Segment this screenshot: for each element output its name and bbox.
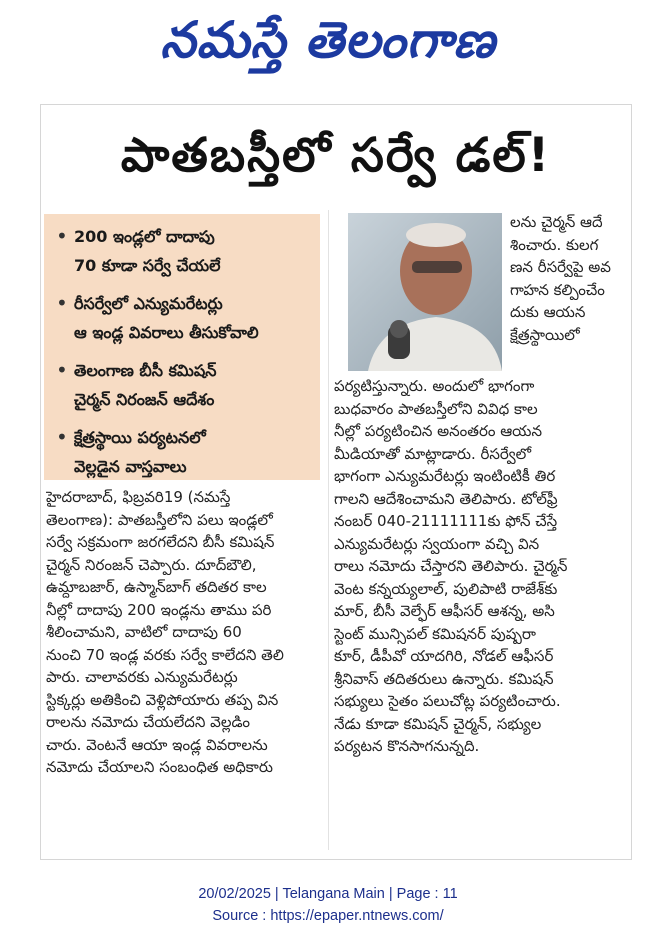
article-text-line: స్టెంట్ మున్సిపల్ కమిషనర్ పుష్పరా bbox=[334, 624, 536, 643]
article-text-line: నంబర్ 040-21111111కు ఫోన్ చేస్తే bbox=[334, 512, 558, 530]
highlight-line: ఆ ఇండ్ల వివరాలు తీసుకోవాలి bbox=[74, 323, 259, 342]
footer-source-link[interactable]: Source : https://epaper.ntnews.com/ bbox=[212, 908, 444, 924]
article-text-line: శించారు. కులగ bbox=[510, 235, 599, 254]
article-text-line: మార్, బీసీ వెల్ఫేర్ ఆఫీసర్ ఆశన్న, అసి bbox=[334, 602, 555, 620]
highlight-text bbox=[74, 289, 259, 347]
highlights-box bbox=[44, 214, 320, 480]
article-text-line: నీల్లో దాదాపు 200 ఇండ్లను తాము పరి bbox=[46, 600, 272, 619]
highlight-text bbox=[74, 222, 220, 280]
article-text-line: మీడియాతో మాట్లాడారు. రీసర్వేలో bbox=[334, 444, 532, 463]
article-text-line: హైదరాబాద్, ఫిబ్రవరి19 (నమస్తే bbox=[46, 488, 231, 506]
highlight-line: చైర్మన్ నిరంజన్ ఆదేశం bbox=[74, 390, 215, 409]
article-text-line: పారు. చాలావరకు ఎన్యుమరేటర్లు bbox=[46, 668, 238, 686]
highlight-line: క్షేత్రస్థాయి పర్యటనలో bbox=[74, 428, 206, 447]
bullet-icon: • bbox=[56, 224, 68, 248]
article-text-line: స్టిక్కర్లు అతికించి వెళ్లిపోయారు తప్ప విన bbox=[46, 690, 279, 709]
article-column-right-bottom bbox=[334, 375, 630, 758]
highlight-line: 200 ఇండ్లలో దాదాపు bbox=[74, 227, 215, 246]
bullet-icon: • bbox=[56, 291, 68, 315]
highlight-text bbox=[74, 356, 217, 414]
article-text-line: శీలించామని, వాటిలో దాదాపు 60 bbox=[46, 623, 242, 641]
article-text-line: రాలను నమోదు చేయలేదని వెల్లడిం bbox=[46, 713, 250, 731]
article-text-line: నుంచి 70 ఇండ్ల వరకు సర్వే కాలేదని తెలి bbox=[46, 645, 284, 664]
article-text-line: తెలంగాణ): పాతబస్తీలోని పలు ఇండ్లలో bbox=[46, 510, 273, 529]
highlight-line: వెల్లడైన వాస్తవాలు bbox=[74, 457, 187, 476]
article-text-line: ఎన్యుమరేటర్లు స్వయంగా వచ్చి విన bbox=[334, 534, 540, 553]
highlight-item bbox=[56, 289, 314, 347]
article-text-line: సర్వే సక్రమంగా జరగలేదని బీసీ కమిషన్ bbox=[46, 533, 275, 551]
article-text-line: కూర్, డీపీవో యాదగిరి, నోడల్ ఆఫీసర్ bbox=[334, 647, 554, 665]
article-column-left bbox=[46, 486, 320, 779]
bullet-icon: • bbox=[56, 425, 68, 449]
article-text-line: బుధవారం పాతబస్తీలోని వివిధ కాల bbox=[334, 399, 538, 418]
article-text-line: నేడు కూడా కమిషన్ చైర్మన్, సభ్యుల bbox=[334, 714, 542, 733]
highlight-item bbox=[56, 356, 314, 414]
article-text-line: శ్రీనివాస్ తదితరులు ఉన్నారు. కమిషన్ bbox=[334, 669, 554, 688]
page-footer bbox=[0, 883, 656, 927]
column-divider bbox=[328, 210, 329, 850]
article-text-line: రాలు నమోదు చేస్తారని తెలిపారు. చైర్మన్ bbox=[334, 557, 568, 575]
article-text-line: వెంట కన్నయ్యలాల్, పులిపాటి రాజేశ్‌కు bbox=[334, 579, 558, 598]
bullet-icon: • bbox=[56, 358, 68, 382]
article-text-line: లను చైర్మన్ ఆదే bbox=[510, 213, 603, 231]
highlight-line: 70 కూడా సర్వే చేయలే bbox=[74, 256, 221, 275]
article-text-line: పర్యటన కొనసాగనున్నది. bbox=[334, 737, 480, 755]
masthead-logo: నమస్తే తెలంగాణ bbox=[160, 10, 496, 69]
article-headline: పాతబస్తీలో సర్వే డల్! bbox=[120, 128, 552, 183]
masthead bbox=[0, 0, 656, 92]
highlight-text bbox=[74, 423, 206, 481]
article-text-line: నీల్లో పర్యటించిన అనంతరం ఆయన bbox=[334, 422, 543, 440]
article-column-right-top bbox=[510, 211, 632, 346]
article-text-line: భాగంగా ఎన్యుమరేటర్లు ఇంటింటికీ తిర bbox=[334, 467, 556, 485]
portrait-image bbox=[348, 213, 502, 371]
highlight-line: తెలంగాణ బీసీ కమిషన్ bbox=[74, 361, 217, 380]
highlight-line: రీసర్వేలో ఎన్యుమరేటర్లు bbox=[74, 294, 223, 313]
article-text-line: దుకు ఆయన bbox=[510, 303, 586, 321]
article-text-line: నమోదు చేయాలని సంబంధిత అధికారు bbox=[46, 758, 273, 776]
article-text-line: పర్యటిస్తున్నారు. అందులో భాగంగా bbox=[334, 377, 535, 395]
highlight-item bbox=[56, 222, 314, 280]
footer-date-edition: 20/02/2025 | Telangana Main | Page : 11 bbox=[198, 886, 458, 902]
article-text-line: క్షేత్రస్థాయిలో bbox=[510, 325, 580, 344]
article-text-line: గాహన కల్పించేం bbox=[510, 280, 605, 299]
article-text-line: ఉమ్దాబజార్, ఉస్మాన్‌బాగ్ తదితర కాల bbox=[46, 578, 267, 596]
article-text-line: చైర్మన్ నిరంజన్ చెప్పారు. దూద్‌బౌలి, bbox=[46, 555, 257, 574]
article-text-line: గాలని ఆదేశించామని తెలిపారు. టోల్‌ఫ్రీ bbox=[334, 489, 558, 508]
chairman-photo bbox=[348, 213, 502, 371]
article-text-line: చారు. వెంటనే ఆయా ఇండ్ల వివరాలను bbox=[46, 735, 268, 754]
article-text-line: సభ్యులు సైతం పలుచోట్ల పర్యటించారు. bbox=[334, 692, 561, 710]
article-text-line: ణన రీసర్వేపై అవ bbox=[510, 258, 611, 276]
highlight-item bbox=[56, 423, 314, 481]
